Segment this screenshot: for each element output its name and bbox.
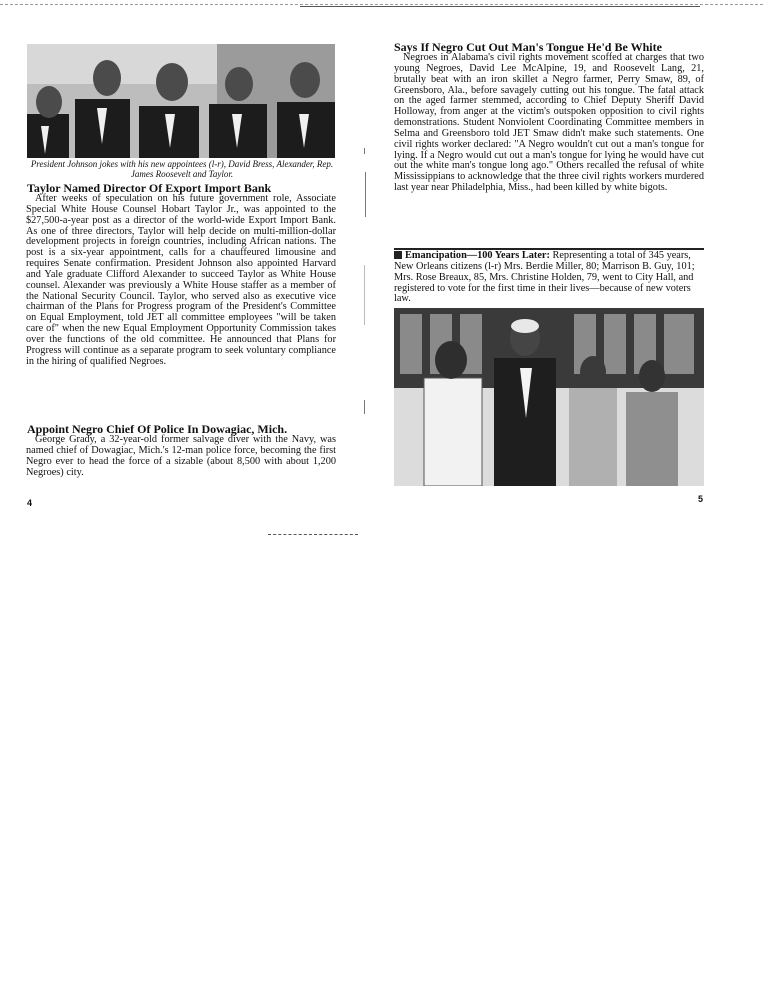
tongue-story-body: Negroes in Alabama's civil rights movement scoffed at charges that two young Negroes, David Lee McAlpine, 19, and Roosevelt Lang, 21, brutally beat with an iron skillet a Negro farmer, Perry Smaw, 89, of Greensboro, Ala., before savagely cutting out his tongue. The fatal attack on the aged farmer stemmed, according to Chief Deputy Sheriff David Holloway, from anger at the victim's outspoken opposition to civil rights demonstrations. Student Nonviolent Coordinating Committee members in Selma and Greensboro told JET Smaw didn't make such statements. One civil rights worker declared: "A Negro wouldn't cut out a man's tongue for lying. If a Negro would cut out a man's tongue for lying he would have cut out the white man's tongue long ago." Others recalled the refusal of white Mississippians to acknowledge that the three civil rights workers murdered last year near Philadelphia, Miss., had been killed by white bigots. <box>394 52 704 194</box>
emancipation-caption-text: Representing a total of 345 years, New Orleans citizens (l-r) Mrs. Berdie Miller, 80; Marrison B. Guy, 101; Mrs. Rose Breaux, 85, Mrs. Christine Holden, 79, went to City Hall, and registered to vote for the first time in their lives—because of new voters law. <box>394 250 695 305</box>
bullet-icon <box>394 251 402 259</box>
gutter-mark <box>365 172 366 217</box>
gutter-mark <box>364 148 365 154</box>
emancipation-photo-image <box>394 308 704 486</box>
gutter-mark <box>364 400 365 414</box>
dowagiac-story-body: George Grady, a 32-year-old former salvage diver with the Navy, was named chief of Dowagiac, Mich.'s 12-man police force, becoming the first Negro ever to head the force of a sizable (about 8,500 with about 1,200 Negroes) city. <box>26 434 336 478</box>
emancipation-caption-lead: Emancipation—100 Years Later: <box>405 250 550 261</box>
scan-top-rule <box>300 6 700 7</box>
taylor-story-body: After weeks of speculation on his future government role, Associate Special White House Counsel Hobart Taylor Jr., was appointed to the $27,500-a-year post as a director of the world-wide Export Import Bank. As one of three directors, Taylor will help decide on multi-million-dollar development projects in foreign countries, including African nations. The post is a six-year appointment, calls for a chauffeured limousine and requires Senate confirmation. President Johnson also appointed Harvard and Yale graduate Clifford Alexander to succeed Taylor as White House counsel. Alexander was previously a White House staffer as a member of the National Security Council. Taylor, who served also as executive vice chairman of the Plans for Progress program of the President's Committee on Equal Employment, told JET all committee employees "will be taken care of" when the new Equal Employment Opportunity Commission takes over the functions of the old committee. He announced that Plans for Progress will continue as a separate program to seek voluntary compliance in the hiring of qualified Negroes. <box>26 193 336 367</box>
tongue-headline: Says If Negro Cut Out Man's Tongue He'd Be White <box>394 40 662 54</box>
scan-top-edge <box>0 4 763 5</box>
emancipation-caption <box>394 251 704 305</box>
page-number-right: 5 <box>698 494 704 504</box>
taylor-headline: Taylor Named Director Of Export Import Bank <box>27 181 272 195</box>
dowagiac-headline: Appoint Negro Chief Of Police In Dowagiac, Mich. <box>27 422 288 436</box>
appointees-photo-image <box>27 44 335 158</box>
scan-bottom-mark <box>268 534 358 535</box>
appointees-photo <box>27 44 335 158</box>
page-number-left: 4 <box>27 498 33 508</box>
gutter-mark <box>364 265 365 325</box>
emancipation-photo <box>394 308 704 486</box>
appointees-photo-caption: President Johnson jokes with his new appointees (l-r), David Bress, Alexander, Rep. James Roosevelt and Taylor. <box>30 159 334 179</box>
